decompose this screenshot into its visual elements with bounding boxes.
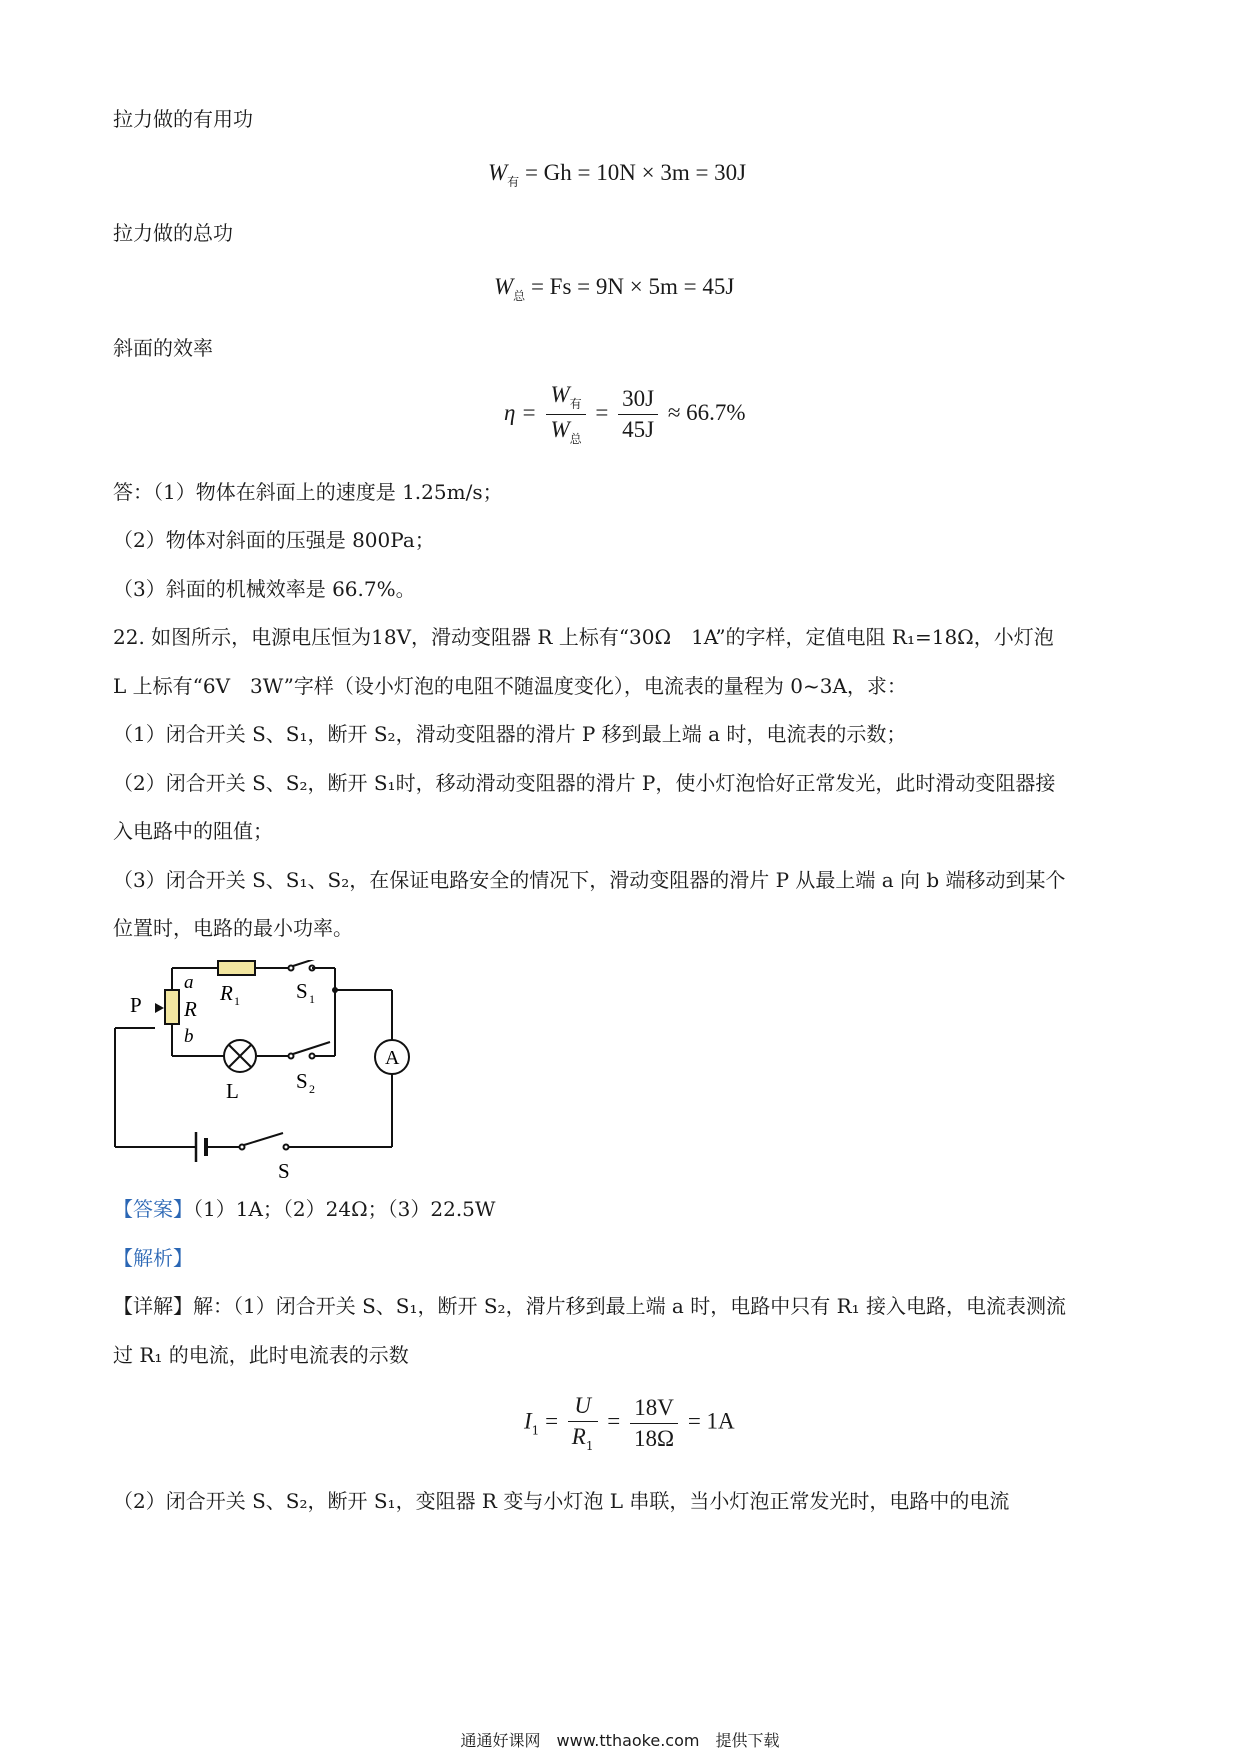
label-ammeter: A [385, 1047, 400, 1069]
eq4-fraction-values: $\frac{18V}{18\Omega}$ [630, 1395, 678, 1452]
q22-line-6: （3）闭合开关 S、S₁、S₂，在保证电路安全的情况下，滑动变阻器的滑片 P 从最上端 a 向 b 端移动到某个 [113, 868, 1066, 892]
label-r: R [184, 997, 197, 1021]
text-efficiency: 斜面的效率 [113, 336, 213, 360]
detail-line-2: 过 R₁ 的电流，此时电流表的示数 [113, 1343, 409, 1367]
eq4-i: I [524, 1408, 532, 1434]
label-s1-sub: 1 [309, 992, 315, 1006]
q22-line-2: L 上标有“6V 3W”字样（设小灯泡的电阻不随温度变化），电流表的量程为 0~3A，求： [113, 674, 907, 698]
eq3-fraction-w: $\frac{W_有}{W_总}$ [546, 382, 585, 447]
label-b: b [184, 1026, 194, 1047]
footer-watermark: 通通好课网 www.tthaoke.com 提供下载 [460, 1731, 780, 1750]
answer-text: （1）1A；（2）24Ω；（3）22.5W [193, 1197, 496, 1221]
label-s2-sub: 2 [309, 1082, 315, 1096]
detail-line-1 [113, 1291, 1066, 1321]
eq2-sub: 总 [513, 289, 526, 303]
answer-summary [113, 1194, 495, 1224]
eq3-equals: = [595, 399, 609, 425]
equation-efficiency [504, 382, 746, 447]
answer-tag: 【答案】 [113, 1197, 193, 1221]
q22-line-1: 22. 如图所示，电源电压恒为18V，滑动变阻器 R 上标有“30Ω 1A”的字样，定值电阻 R₁=18Ω，小灯泡 [113, 625, 1054, 649]
label-r1: R [220, 981, 233, 1005]
q22-line-3: （1）闭合开关 S、S₁，断开 S₂，滑动变阻器的滑片 P 移到最上端 a 时，电流表的示数； [113, 722, 907, 746]
eq3-fraction-values: $\frac{30J}{45J}$ [618, 386, 658, 443]
label-s2: S [296, 1069, 308, 1093]
circuit-diagram [100, 960, 430, 1185]
eq3-eta: η = [504, 399, 537, 425]
eq1-rhs: = Gh = 10N × 3m = 30J [524, 160, 747, 185]
eq1-w: W [488, 160, 508, 185]
eq4-equals-2: = [607, 1408, 621, 1434]
eq2-w: W [494, 274, 514, 299]
equation-current: $I_1$ = $\frac{U}{R_1}$ = $\frac{18V}{18\Omega}$ = 1A [524, 1393, 735, 1453]
eq3-result: ≈ 66.7% [667, 399, 746, 425]
label-l: L [226, 1079, 239, 1103]
eq1-sub: 有 [507, 175, 520, 189]
detail-line-3: （2）闭合开关 S、S₂，断开 S₁，变阻器 R 变与小灯泡 L 串联，当小灯泡正常发光时，电路中的电流 [113, 1489, 1010, 1513]
text-useful-work: 拉力做的有用功 [113, 107, 253, 131]
answer-line-2: （2）物体对斜面的压强是 800Pa； [113, 528, 435, 552]
detail-text-1: 解：（1）闭合开关 S、S₁，断开 S₂，滑片移到最上端 a 时，电路中只有 R₁ 接入电路，电流表测流 [193, 1294, 1067, 1318]
equation-useful-work [488, 160, 746, 190]
answer-line-3: （3）斜面的机械效率是 66.7%。 [113, 577, 416, 601]
label-a: a [184, 972, 194, 993]
text-total-work: 拉力做的总功 [113, 221, 233, 245]
label-s: S [278, 1159, 290, 1183]
answer-line-1: 答：（1）物体在斜面上的速度是 1.25m/s； [113, 480, 503, 504]
eq4-fraction-symbols: $\frac{U}{R_1}$ [568, 1393, 598, 1453]
label-s1: S [296, 979, 308, 1003]
label-r1-sub: 1 [234, 994, 240, 1008]
label-p: P [130, 993, 142, 1017]
equation-total-work [494, 274, 734, 304]
eq2-rhs: = Fs = 9N × 5m = 45J [530, 274, 735, 299]
q22-line-5: 入电路中的阻值； [113, 819, 273, 843]
q22-line-7: 位置时，电路的最小功率。 [113, 916, 353, 940]
rheostat-r [165, 990, 179, 1024]
eq4-result: = 1A [687, 1408, 735, 1434]
slider-arrow [155, 1003, 164, 1013]
detail-tag: 【详解】 [113, 1294, 193, 1318]
resistor-r1 [218, 961, 255, 975]
analysis-tag: 【解析】 [113, 1246, 193, 1270]
q22-line-4: （2）闭合开关 S、S₂，断开 S₁时，移动滑动变阻器的滑片 P，使小灯泡恰好正常发光，此时滑动变阻器接 [113, 771, 1056, 795]
eq4-equals: = [545, 1408, 559, 1434]
